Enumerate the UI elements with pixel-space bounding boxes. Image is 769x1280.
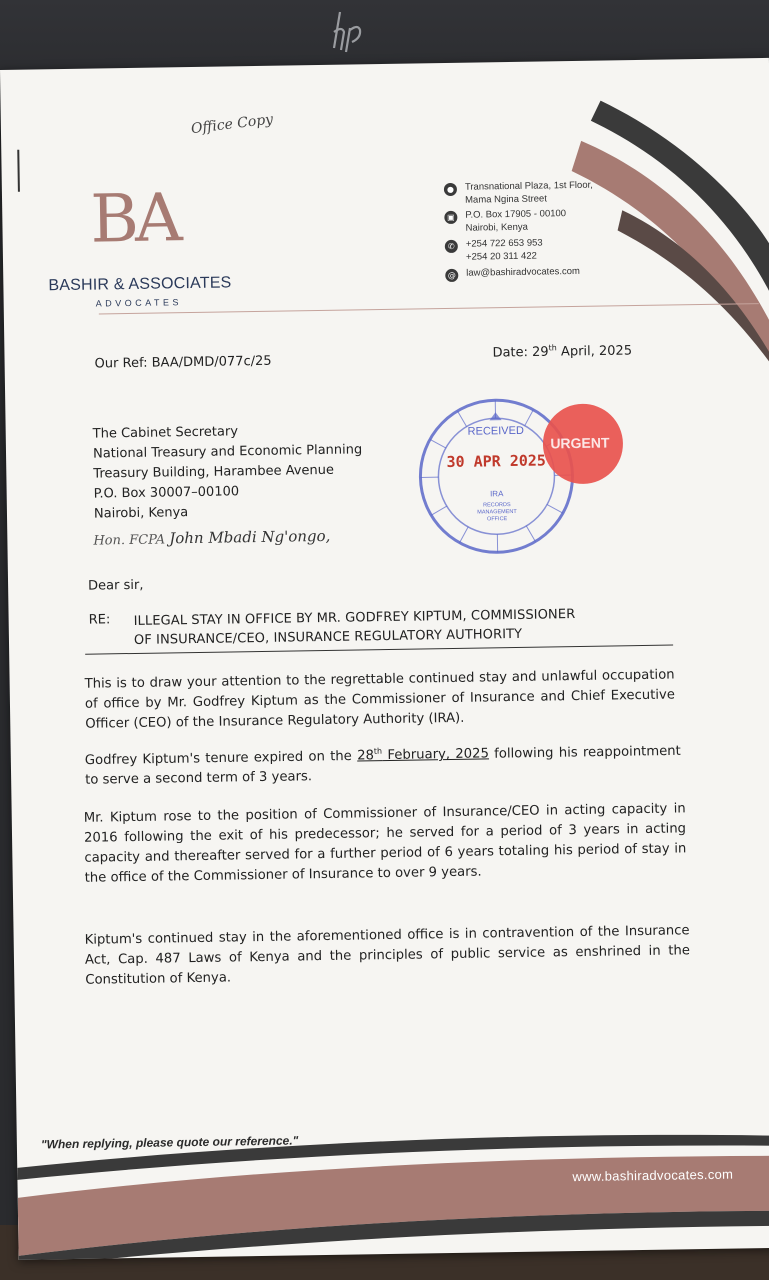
firm-website: www.bashiradvocates.com [572,1166,734,1185]
phone-1: +254 722 653 953 [465,237,543,250]
addressee-line: P.O. Box 30007–00100 [93,484,240,502]
subject-line-1: ILLEGAL STAY IN OFFICE BY MR. GODFREY KIPTUM, COMMISSIONER [133,607,576,629]
tenure-expiry-date [357,747,489,764]
salutation: Dear sir, [88,577,144,594]
hp-logo [326,8,370,56]
handwritten-office-copy-note: Office Copy [190,111,275,138]
address-row [444,179,593,207]
subject-label: RE: [88,612,111,628]
email-icon: @ [445,269,458,282]
firm-monogram-logo: BA [89,179,180,258]
stamp-office-line-2: MANAGEMENT [477,508,517,516]
phone-row [445,236,594,264]
firm-subtitle: ADVOCATES [95,297,183,309]
address-line-2: Mama Ngina Street [465,193,548,206]
subject-heading [134,605,576,650]
tenure-month-year: February, 2025 [382,746,490,764]
body-paragraph-4: Kiptum's continued stay in the aforementioned office is in contravention of the Insurance Act, Cap. 487 Laws of Kenya and the principles of public service as enshrined in the Constitution of Kenya. [84,923,691,988]
contact-block [444,179,595,282]
letter-date [492,342,632,361]
addressee-block [93,420,364,524]
urgent-stamp [541,402,624,485]
letter-page [0,58,769,1260]
addressee-line: National Treasury and Economic Planning [92,442,363,462]
email-row [445,265,594,282]
stamp-office-line-3: OFFICE [486,516,508,523]
stamp-office-line-1: RECORDS [483,502,511,509]
date-ordinal: th [548,343,557,353]
subject-line-2: OF INSURANCE/CEO, INSURANCE REGULATORY AUTHORITY [133,626,523,648]
postal-city: Nairobi, Kenya [465,221,528,234]
body-paragraph-3: Mr. Kiptum rose to the position of Commissioner of Insurance/CEO in acting capacity in 2016 following the exit of his predecessor; he served for a period of 3 years in acting capacity and thereafter served for a further period of 6 years totaling his period of stay in the office of the Commissioner of Insurance to over 9 years. [83,801,687,886]
margin-pen-mark [17,150,20,192]
urgent-label: URGENT [550,434,610,452]
recipient-name: John Mbadi Ng'ongo, [169,526,331,548]
phone-icon: ✆ [445,240,458,253]
stamp-received-label: RECEIVED [467,424,524,438]
addressee-line: Treasury Building, Harambee Avenue [93,462,335,482]
our-reference: Our Ref: BAA/DMD/077c/25 [94,353,272,372]
handwritten-recipient-name [93,527,330,549]
paragraph-2-prefix: Godfrey Kiptum's tenure expired on the [84,748,358,769]
tenure-day-ordinal: th [373,747,383,757]
body-paragraph-2 [85,737,682,791]
addressee-line: Nairobi, Kenya [93,505,189,522]
reference-reminder: "When replying, please quote our reference." [40,1133,299,1152]
body-paragraph-1: This is to draw your attention to the regrettable continued stay and unlawful occupation of office by Mr. Godfrey Kiptum as the Commissioner of Insurance and Chief Executive Officer (CEO) of the Insurance Regulatory Authority (IRA). [84,667,676,732]
phone-2: +254 20 311 422 [465,250,537,263]
date-prefix: Date: 29 [492,344,549,361]
paragraph-2-suffix: following his reappointment to serve a second term of 3 years. [85,743,681,789]
stamp-org: IRA [489,489,504,499]
address-line-1: Transnational Plaza, 1st Floor, [464,179,593,193]
recipient-title: Hon. FCPA [93,532,166,549]
stamp-date: 30 APR 2025 [446,451,547,472]
tenure-day: 28 [357,748,375,764]
date-suffix: April, 2025 [556,343,633,360]
addressee-line: The Cabinet Secretary [92,424,239,442]
postal-box: P.O. Box 17905 - 00100 [465,208,567,221]
mailbox-icon: ▣ [444,211,457,224]
location-pin-icon: ● [444,183,457,196]
postal-row [444,207,593,235]
email-address: law@bashiradvocates.com [466,265,580,279]
firm-name: BASHIR & ASSOCIATES [48,274,232,295]
